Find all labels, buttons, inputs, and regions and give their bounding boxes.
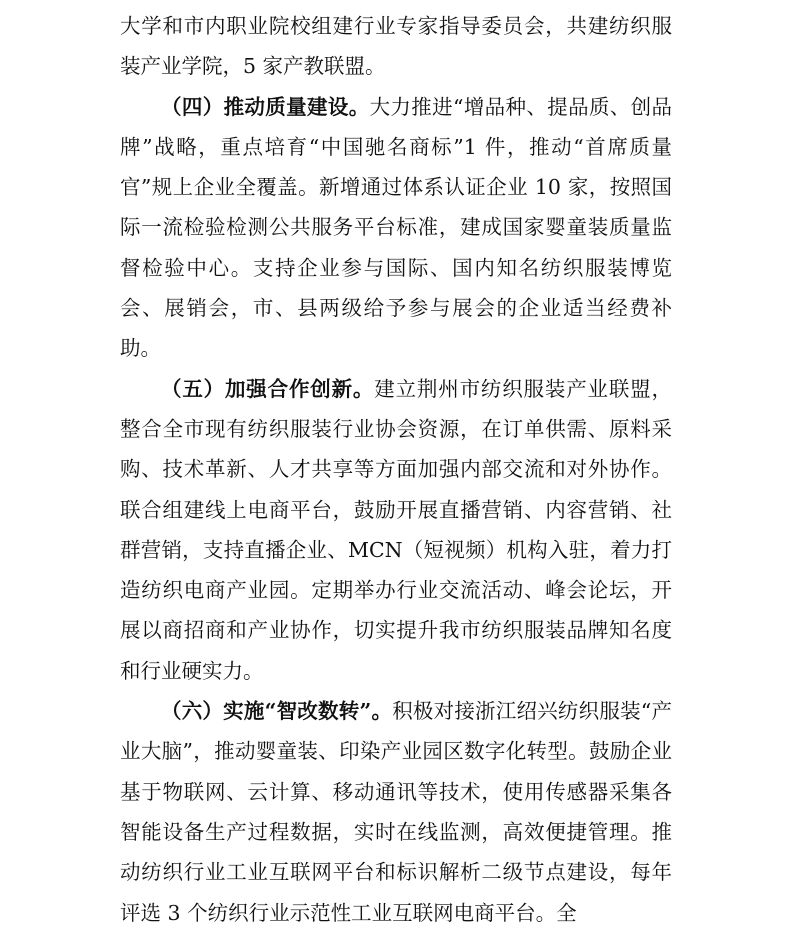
paragraph-text: 建立荆州市纺织服装产业联盟，整合全市现有纺织服装行业协会资源，在订单供需、原料采购、技术革新、人才共享等方面加强内部交流和对外协作。联合组建线上电商平台，鼓励开展直播营销、内容营销、社群营销，支持直播企业、MCN（短视频）机构入驻，着力打造纺织电商产业园。定期举办行业交流活动、峰会论坛，开展以商招商和产业协作，切实提升我市纺织服装品牌知名度和行业硬实力。 <box>120 376 673 683</box>
paragraph-quality-building <box>120 87 672 369</box>
paragraph-heading: （六）实施“智改数转”。 <box>161 699 393 724</box>
document-page <box>120 6 672 933</box>
paragraph-heading: （四）推动质量建设。 <box>161 94 370 119</box>
paragraph-text: 大力推进“增品种、提品质、创品牌”战略，重点培育“中国驰名商标”1 件，推动“首席质量官”规上企业全覆盖。新增通过体系认证企业 10 家，按照国际一流检验检测公共服务平台标准，建成国家婴童装质量监督检验中心。支持企业参与国际、国内知名纺织服装博览会、展销会，市、县两级给予参与展会的企业适当经费补助。 <box>120 94 673 361</box>
paragraph-heading: （五）加强合作创新。 <box>161 376 375 401</box>
paragraph-continuation <box>120 6 672 87</box>
paragraph-cooperation-innovation <box>120 369 672 691</box>
paragraph-digital-transformation <box>120 691 672 933</box>
paragraph-text: 积极对接浙江绍兴纺织服装“产业大脑”，推动婴童装、印染产业园区数字化转型。鼓励企业基于物联网、云计算、移动通讯等技术，使用传感器采集各智能设备生产过程数据，实时在线监测，高效便捷管理。推动纺织行业工业互联网平台和标识解析二级节点建设，每年评选 3 个纺织行业示范性工业互联网电商平台。全 <box>120 699 672 925</box>
paragraph-text: 大学和市内职业院校组建行业专家指导委员会，共建纺织服装产业学院，5 家产教联盟。 <box>120 14 672 79</box>
